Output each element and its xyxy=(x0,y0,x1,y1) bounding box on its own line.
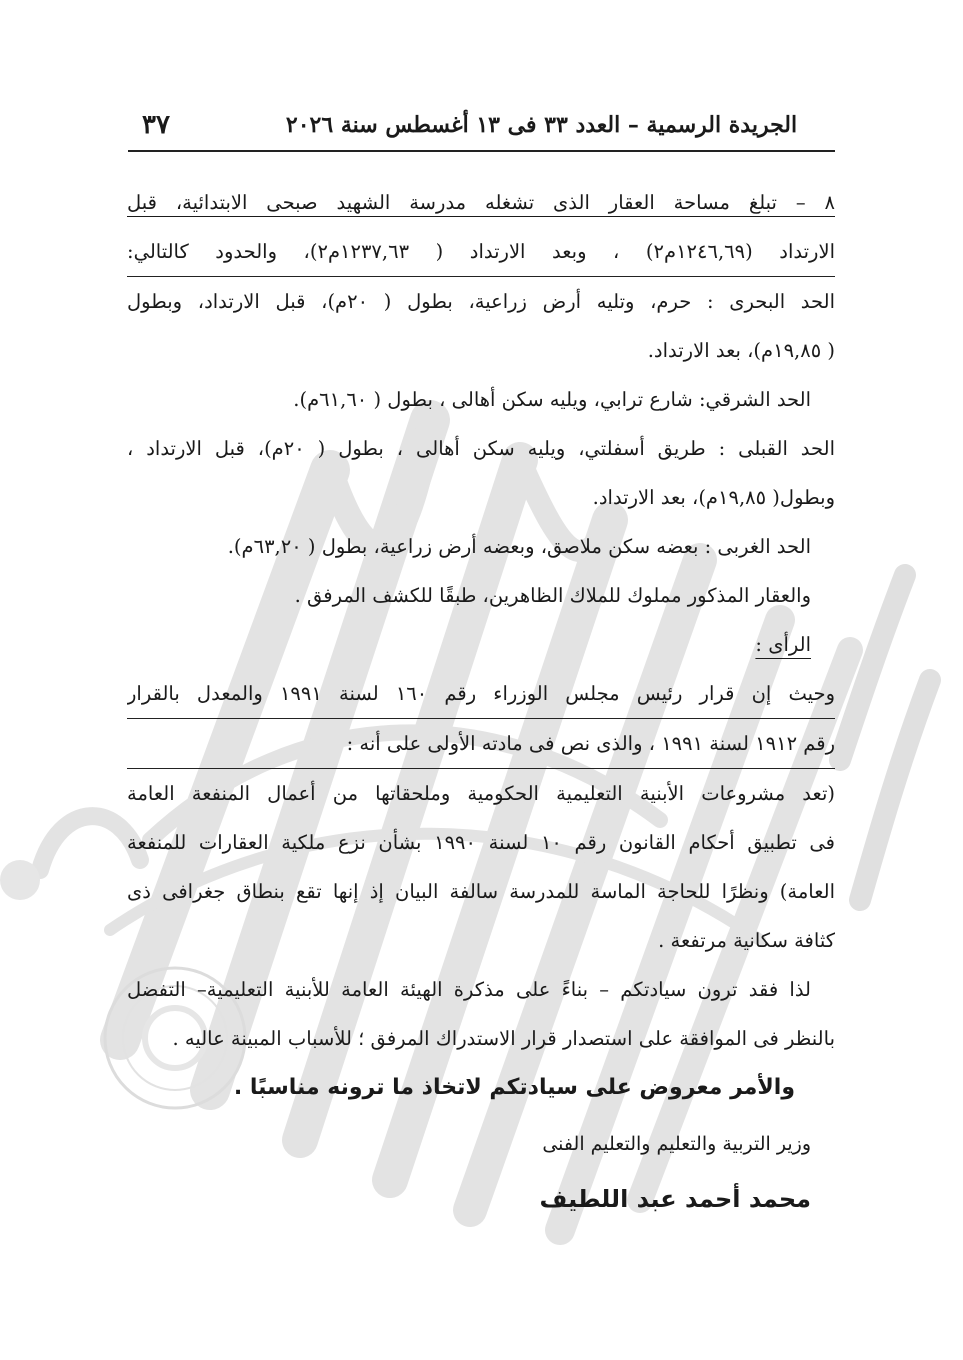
gazette-title: الجريدة الرسمية – العدد ٣٣ فى ١٣ أغسطس سنة ٢٠٢٦ xyxy=(285,112,798,138)
body-line: ٨ – تبلغ مساحة العقار الذى تشغله مدرسة الشهيد صبحى الابتدائية، قبل xyxy=(127,191,835,214)
signature-role: وزير التربية والتعليم والتعليم الفنى xyxy=(542,1133,811,1155)
section-heading: الرأى : xyxy=(755,633,811,656)
body-line: لذا فقد ترون سيادتكم – بناءً على مذكرة الهيئة العامة للأبنية التعليمية– التفضل xyxy=(127,978,811,1001)
body-line: الحد القبلى : طريق أسفلتي، ويليه سكن أهالى ، بطول ( ٢٠م)، قبل الارتداد ، xyxy=(127,437,835,460)
body-line: بالنظر فى الموافقة على استصدار قرار الاستدراك المرفق ؛ للأسباب المبينة عاليه . xyxy=(172,1027,835,1050)
closing-statement: والأمر معروض على سيادتكم لاتخاذ ما ترونه مناسبًا . xyxy=(233,1075,795,1100)
body-line: الحد الشرقي: شارع ترابي، ويليه سكن أهالى ، بطول ( ٦١,٦٠م). xyxy=(293,388,811,411)
body-line: الحد الغربى : بعضه سكن ملاصق، وبعضه أرض زراعية، بطول ( ٦٣,٢٠م). xyxy=(227,535,811,558)
body-line: الحد البحرى : حرم، وتليه أرض زراعية، بطول ( ٢٠م)، قبل الارتداد، وبطول xyxy=(127,290,835,313)
body-line: العامة) ونظرًا للحاجة الماسة للمدرسة سالفة البيان إذ إنها تقع بنطاق جغرافى ذى xyxy=(127,880,835,903)
body-line: الارتداد (١٢٤٦,٦٩م٢) ، وبعد الارتداد ( ١٢٣٧,٦٣م٢)، والحدود كالتالي: xyxy=(127,227,835,277)
signature-name: محمد أحمد عبد اللطيف xyxy=(539,1185,811,1213)
body-line: رقم ١٩١٢ لسنة ١٩٩١ ، والذى نص فى مادته الأولى على أنه : xyxy=(127,719,835,769)
body-line: (تعد مشروعات الأبنية التعليمية الحكومية وملحقاتها من أعمال المنفعة العامة xyxy=(127,782,835,805)
page-number: ٣٧ xyxy=(142,110,170,140)
body-line: فى تطبيق أحكام القانون رقم ١٠ لسنة ١٩٩٠ بشأن نزع ملكية العقارات للمنفعة xyxy=(127,831,835,854)
body-line: ( ١٩,٨٥م)، بعد الارتداد. xyxy=(647,339,835,362)
body-line: وحيث إن قرار رئيس مجلس الوزراء رقم ١٦٠ لسنة ١٩٩١ والمعدل بالقرار xyxy=(127,669,835,719)
body-line: وبطول( ١٩,٨٥م)، بعد الارتداد. xyxy=(592,486,835,509)
body-line: كثافة سكانية مرتفعة . xyxy=(658,929,835,952)
document-body xyxy=(127,178,835,1224)
page-header xyxy=(128,108,835,152)
body-line: والعقار المذكور مملوك للملاك الظاهرين، طبقًا للكشف المرفق . xyxy=(294,584,811,607)
